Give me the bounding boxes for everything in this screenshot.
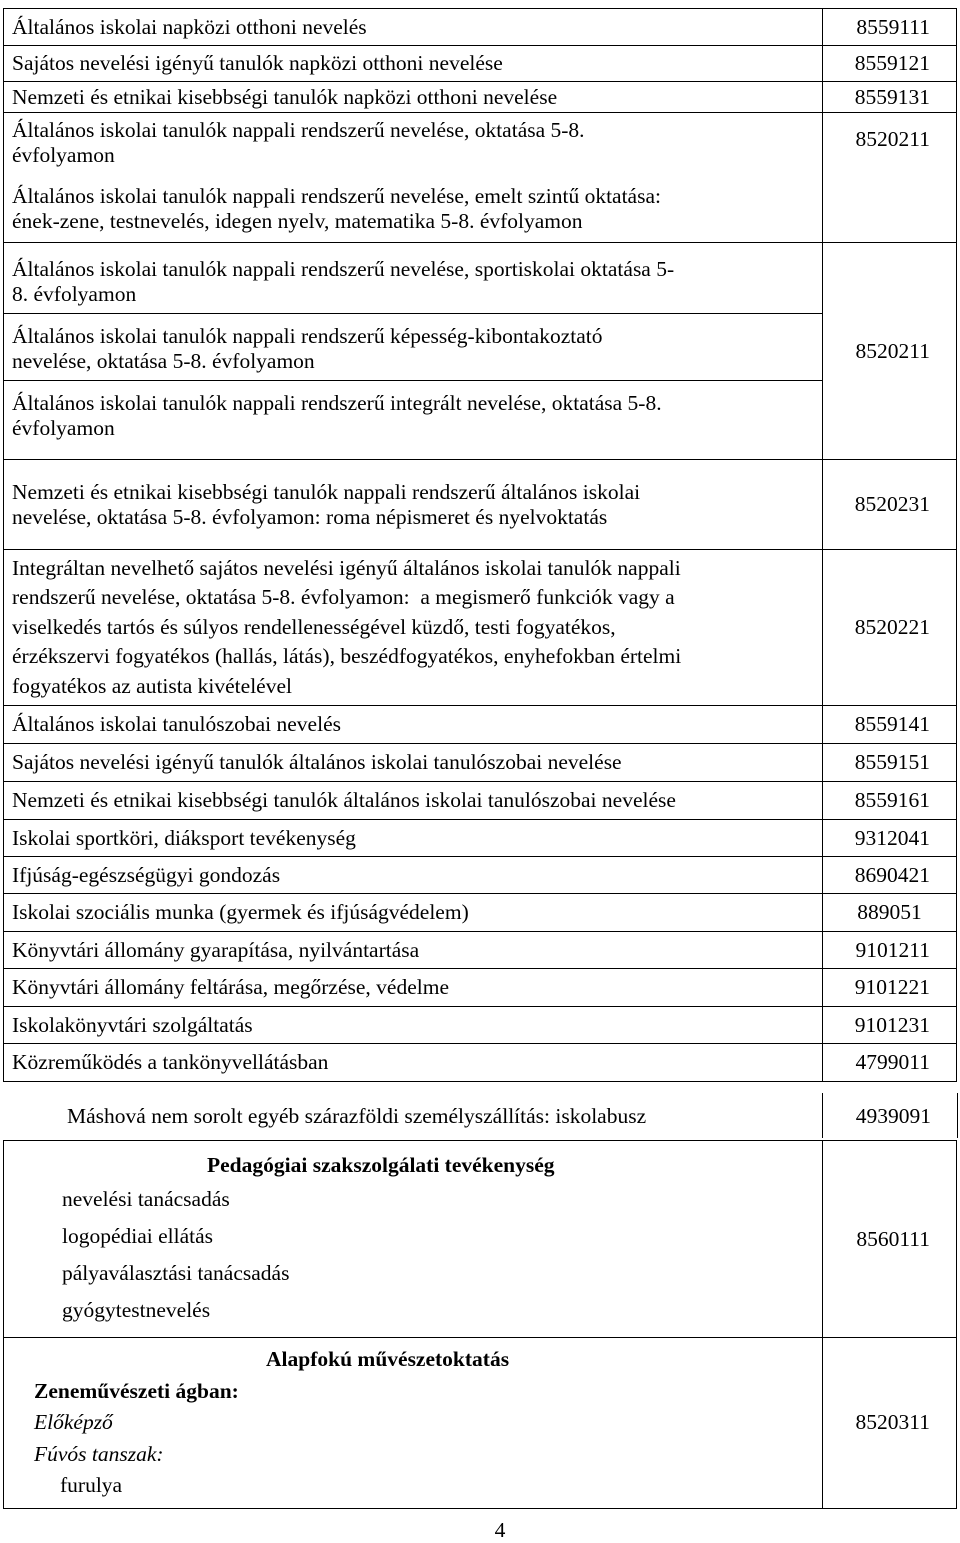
roma-line: Nemzeti és etnikai kisebbségi tanulók nappali rendszerű általános iskolai [12, 479, 641, 504]
integr-line: Integráltan nevelhető sajátos nevelési igényű általános iskolai tanulók nappali [12, 555, 681, 580]
group-b-line: évfolyamon [12, 416, 115, 440]
group-a-line: Általános iskolai tanulók nappali rendszerű nevelése, emelt szintű oktatása: [12, 183, 661, 208]
activity-code: 8520311 [823, 1338, 957, 1509]
alapfoku-instrument: furulya [60, 1473, 123, 1497]
activity-table-lower [3, 1140, 957, 1509]
alapfoku-branch: Zeneművészeti ágban: [34, 1378, 239, 1403]
activity-description: Sajátos nevelési igényű tanulók napközi otthoni nevelése [4, 46, 823, 82]
bus-description: Máshová nem sorolt egyéb szárazföldi személyszállítás: iskolabusz [67, 1104, 647, 1128]
pedagogia-item: nevelési tanácsadás [62, 1187, 230, 1211]
pedagogia-item: logopédiai ellátás [62, 1224, 214, 1248]
activity-code: 8560111 [823, 1141, 957, 1338]
activity-description: Közreműködés a tankönyvellátásban [4, 1044, 823, 1082]
table-row [4, 460, 957, 550]
table-row [4, 46, 957, 82]
bus-code: 4939091 [855, 1104, 931, 1128]
activity-code: 889051 [823, 894, 957, 932]
table-row [4, 550, 957, 706]
integr-line: érzékszervi fogyatékos (hallás, látás), beszédfogyatékos, enyhefokban értelmi [12, 644, 682, 669]
group-b-line: Általános iskolai tanulók nappali rendszerű integrált nevelése, oktatása 5-8. [12, 391, 662, 415]
table-row [4, 782, 957, 820]
activity-description: Általános iskolai napközi otthoni nevelés [4, 9, 823, 46]
activity-group-b [4, 243, 823, 460]
bus-row [3, 1093, 957, 1140]
activity-code: 8559111 [823, 9, 957, 46]
group-a-line: Általános iskolai tanulók nappali rendszerű nevelése, oktatása 5-8. [12, 117, 585, 142]
roma-line: nevelése, oktatása 5-8. évfolyamon: roma népismeret és nyelvoktatás [12, 504, 608, 529]
alapfoku-dept: Fúvós tanszak: [34, 1441, 164, 1466]
group-b-line: Általános iskolai tanulók nappali rendszerű nevelése, sportiskolai oktatása 5- [12, 257, 675, 281]
pedagogia-item: gyógytestnevelés [62, 1298, 211, 1322]
activity-description [4, 550, 823, 706]
pedagogia-heading: Pedagógiai szakszolgálati tevékenység [207, 1153, 555, 1177]
table-row [4, 969, 957, 1007]
integr-line: viselkedés tartós és súlyos rendellenességével küzdő, testi fogyatékos, [12, 614, 616, 639]
activity-code: 8559151 [823, 744, 957, 782]
bus-code-cell [822, 1093, 958, 1138]
activity-code: 8520211 [823, 243, 957, 460]
activity-code: 8559131 [823, 82, 957, 113]
table-row [4, 1338, 957, 1509]
activity-code: 8520221 [823, 550, 957, 706]
activity-code: 8559141 [823, 706, 957, 744]
table-row [4, 9, 957, 46]
activity-code: 8559121 [823, 46, 957, 82]
table-row [4, 1141, 957, 1338]
alapfoku-level: Előképző [34, 1410, 113, 1434]
group-b-line: Általános iskolai tanulók nappali rendszerű képesség-kibontakoztató [12, 324, 603, 348]
page-number: 4 [494, 1518, 506, 1542]
activity-description: Általános iskolai tanulószobai nevelés [4, 706, 823, 744]
activity-description: Iskolai sportköri, diáksport tevékenység [4, 820, 823, 857]
integr-line: fogyatékos az autista kivételével [12, 673, 292, 698]
activity-table-upper [3, 8, 957, 1082]
activity-description: Sajátos nevelési igényű tanulók általános iskolai tanulószobai nevelése [4, 744, 823, 782]
table-row [4, 820, 957, 857]
table-row [4, 113, 957, 243]
table-row [4, 744, 957, 782]
integr-line: rendszerű nevelése, oktatása 5-8. évfolyamon: a megismerő funkciók vagy a [12, 585, 675, 610]
activity-description [4, 460, 823, 550]
table-row [4, 894, 957, 932]
activity-description: Könyvtári állomány gyarapítása, nyilvántartása [4, 932, 823, 969]
activity-code: 8559161 [823, 782, 957, 820]
activity-description: Nemzeti és etnikai kisebbségi tanulók napközi otthoni nevelése [4, 82, 823, 113]
table-row [4, 857, 957, 894]
activity-description: Iskolai szociális munka (gyermek és ifjúságvédelem) [4, 894, 823, 932]
table-row [4, 243, 957, 460]
activity-description: Nemzeti és etnikai kisebbségi tanulók általános iskolai tanulószobai nevelése [4, 782, 823, 820]
table-row [4, 1044, 957, 1082]
activity-code: 8520211 [823, 113, 957, 243]
group-b-line: 8. évfolyamon [12, 282, 137, 306]
activity-description: Ifjúság-egészségügyi gondozás [4, 857, 823, 894]
activity-description: Iskolakönyvtári szolgáltatás [4, 1007, 823, 1044]
activity-code: 8690421 [823, 857, 957, 894]
table-row [4, 932, 957, 969]
group-b-line: nevelése, oktatása 5-8. évfolyamon [12, 349, 315, 373]
table-row [4, 1007, 957, 1044]
activity-group-a [4, 113, 823, 243]
activity-code: 9101211 [823, 932, 957, 969]
activity-description: Könyvtári állomány feltárása, megőrzése, védelme [4, 969, 823, 1007]
pedagogia-item: pályaválasztási tanácsadás [62, 1261, 290, 1285]
activity-code: 9101221 [823, 969, 957, 1007]
table-row [4, 82, 957, 113]
group-a-line: ének-zene, testnevelés, idegen nyelv, matematika 5-8. évfolyamon [12, 208, 583, 233]
activity-code: 4799011 [823, 1044, 957, 1082]
activity-code: 9101231 [823, 1007, 957, 1044]
group-a-line: évfolyamon [12, 142, 115, 167]
activity-code: 8520231 [823, 460, 957, 550]
pedagogia-cell [4, 1141, 823, 1338]
alapfoku-heading: Alapfokú művészetoktatás [266, 1347, 510, 1371]
alapfoku-cell [4, 1338, 823, 1509]
activity-code: 9312041 [823, 820, 957, 857]
table-row [4, 706, 957, 744]
